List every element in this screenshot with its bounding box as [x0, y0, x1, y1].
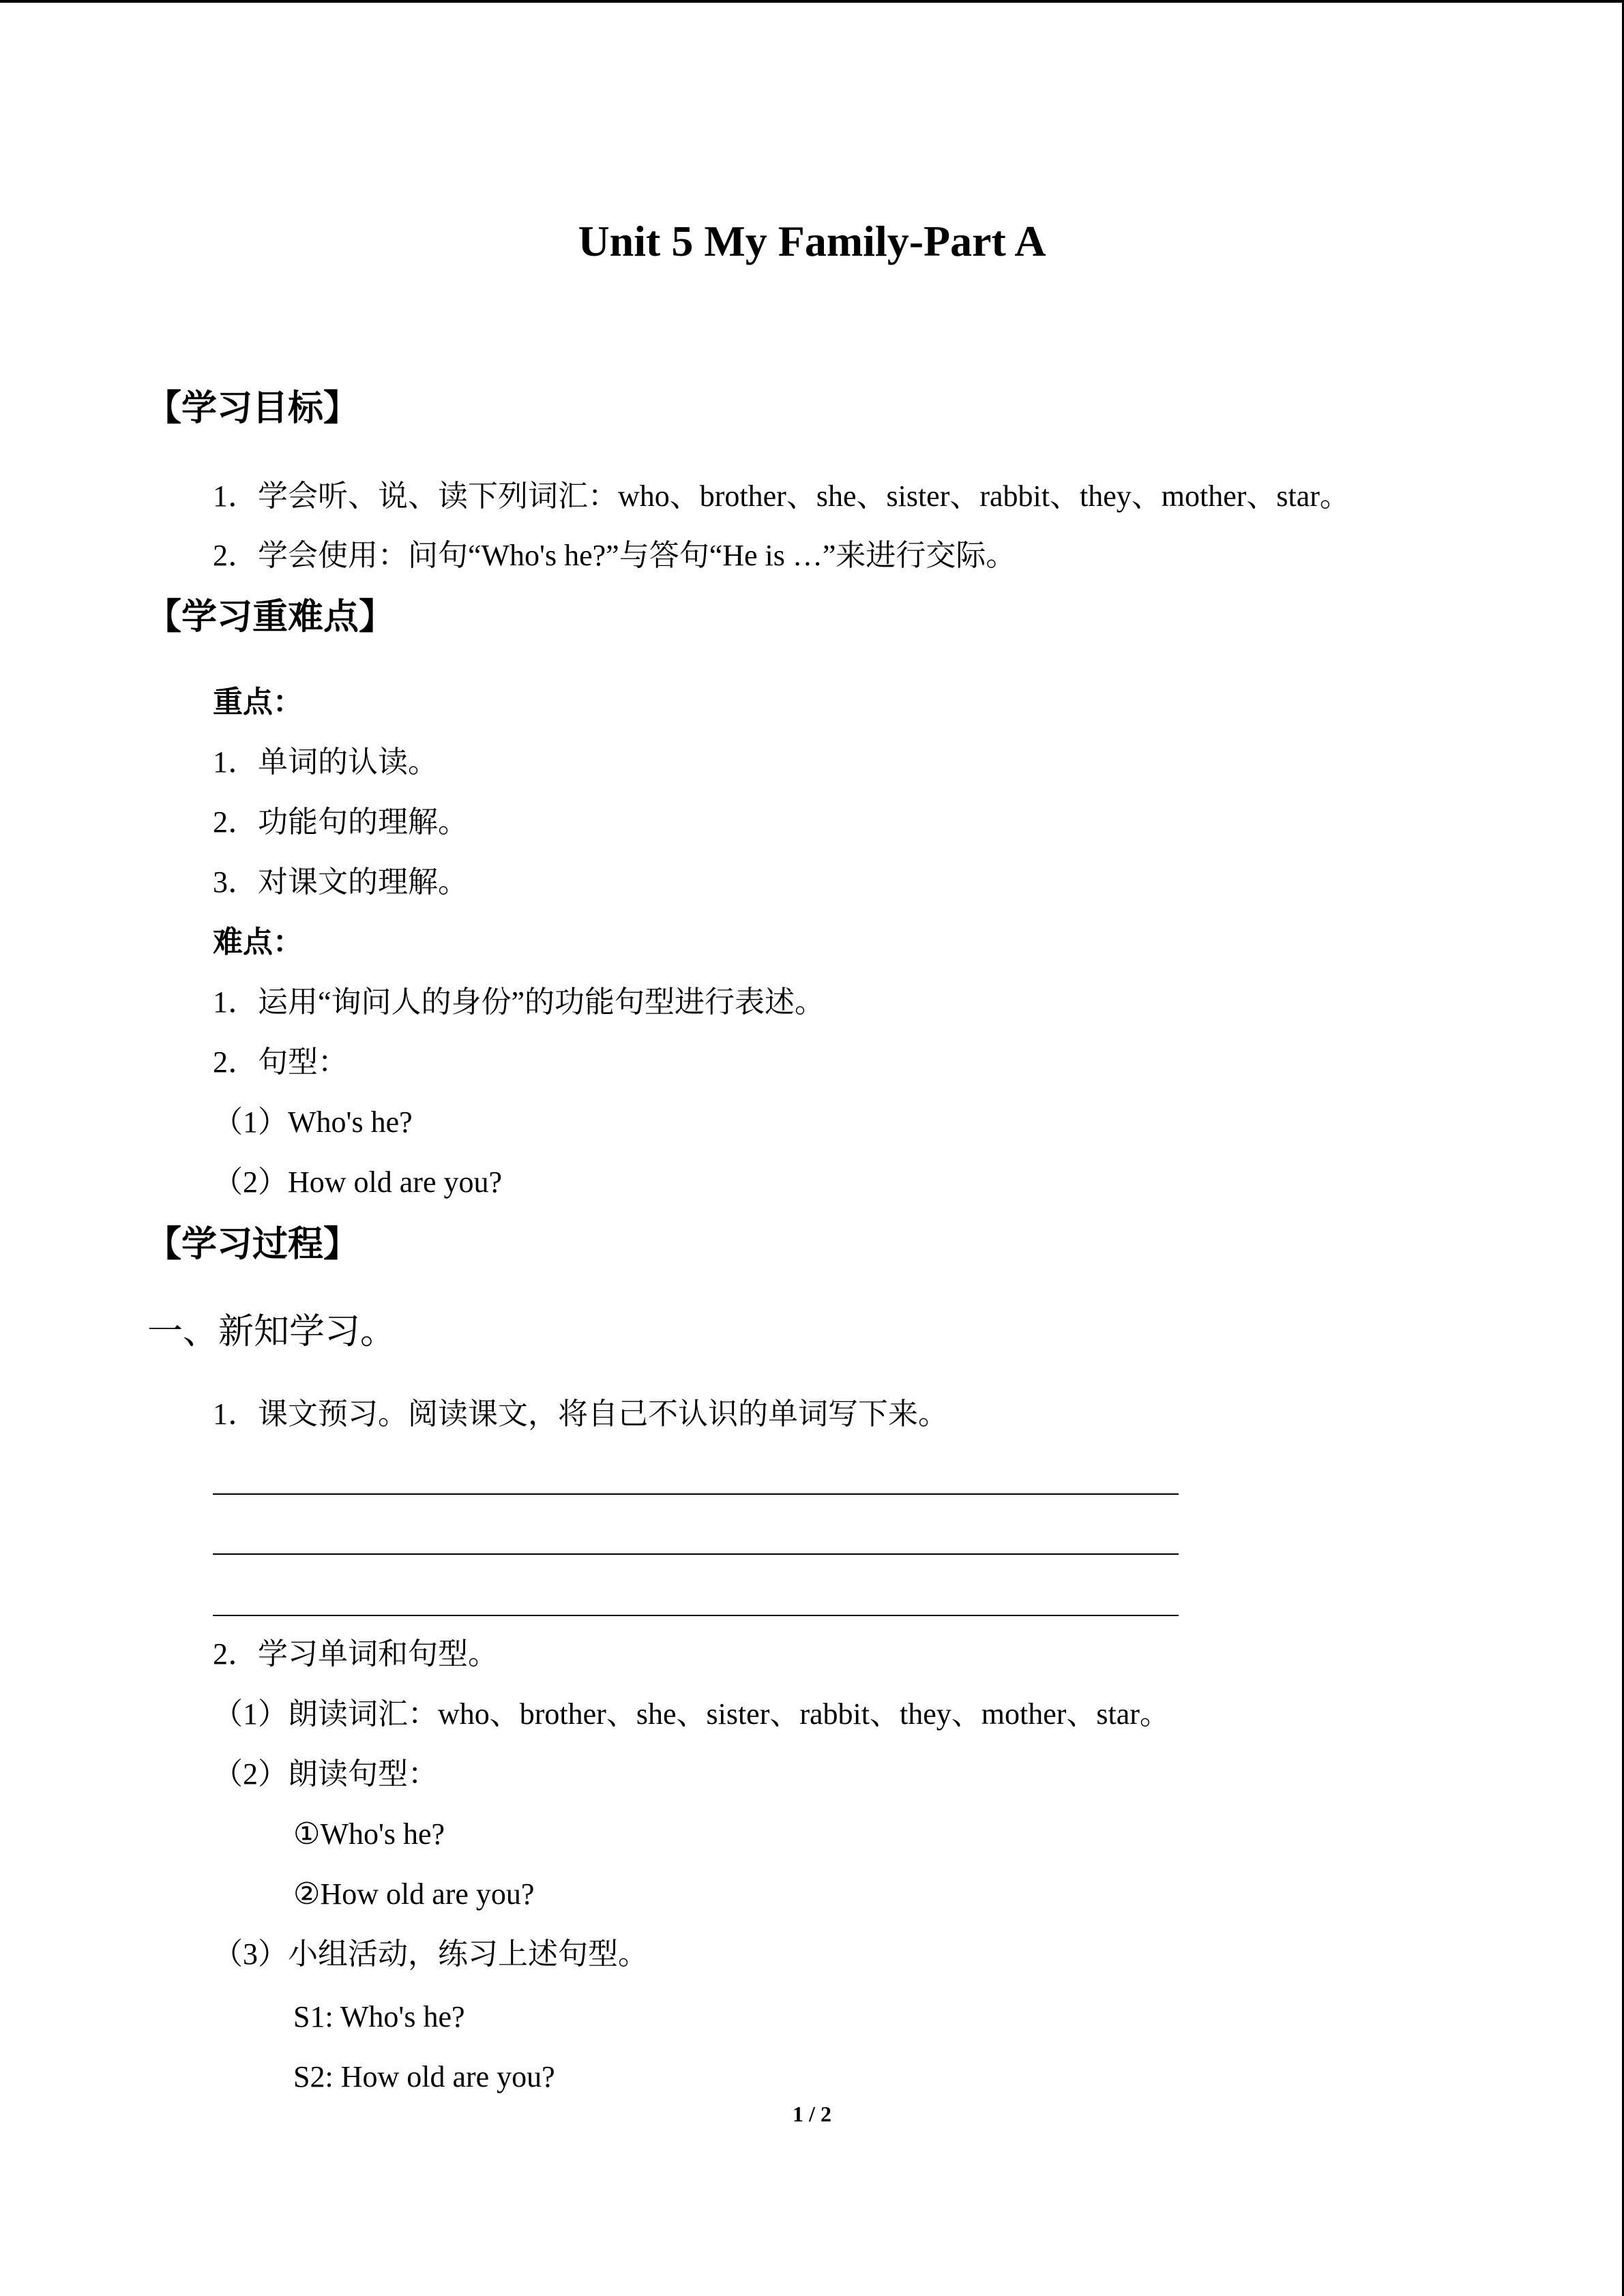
- difficult-point-item-2: 2．句型：: [213, 1045, 348, 1079]
- section-heading-key-points: 【学习重难点】: [146, 598, 395, 637]
- sentence-pattern-2: （2）How old are you?: [213, 1165, 503, 1199]
- dialog-line-s1: S1: Who's he?: [293, 2000, 465, 2033]
- sentence-item-2: ②How old are you?: [293, 1877, 535, 1911]
- key-point-item-2: 2．功能句的理解。: [213, 805, 468, 839]
- subtask-read-sentences: （2）朗读句型：: [213, 1757, 438, 1791]
- subtask-read-vocabulary: （1）朗读词汇：who、brother、she、sister、rabbit、they、mother、star。: [213, 1697, 1170, 1731]
- dialog-line-s2: S2: How old are you?: [293, 2060, 555, 2093]
- key-point-item-3: 3．对课文的理解。: [213, 865, 468, 899]
- difficult-point-item-1: 1．运用“询问人的身份”的功能句型进行表述。: [213, 985, 825, 1019]
- objective-item-2: 2．学会使用：问句“Who's he?”与答句“He is …”来进行交际。: [213, 539, 1016, 572]
- section-heading-objectives: 【学习目标】: [146, 389, 359, 428]
- answer-blank-line-2[interactable]: [213, 1553, 1179, 1555]
- part-new-learning: 一、新知学习。: [147, 1313, 396, 1352]
- answer-blank-line-1[interactable]: [213, 1493, 1179, 1495]
- document-title: Unit 5 My Family-Part A: [578, 217, 1046, 265]
- task-preview: 1．课文预习。阅读课文，将自己不认识的单词写下来。: [213, 1397, 948, 1431]
- difficult-points-label: 难点：: [213, 925, 303, 959]
- sentence-pattern-1: （1）Who's he?: [213, 1105, 413, 1139]
- page-number: 1 / 2: [793, 2102, 831, 2126]
- objective-item-1: 1．学会听、说、读下列词汇：who、brother、she、sister、rabbit、they、mother、star。: [213, 479, 1350, 513]
- sentence-item-1: ①Who's he?: [293, 1817, 445, 1851]
- key-point-item-1: 1．单词的认读。: [213, 745, 438, 779]
- section-heading-process: 【学习过程】: [146, 1225, 359, 1264]
- subtask-group-activity: （3）小组活动，练习上述句型。: [213, 1937, 648, 1971]
- task-study-words: 2．学习单词和句型。: [213, 1637, 498, 1671]
- key-points-label: 重点：: [213, 685, 303, 719]
- page-top-border: [0, 0, 1624, 3]
- answer-blank-line-3[interactable]: [213, 1615, 1179, 1616]
